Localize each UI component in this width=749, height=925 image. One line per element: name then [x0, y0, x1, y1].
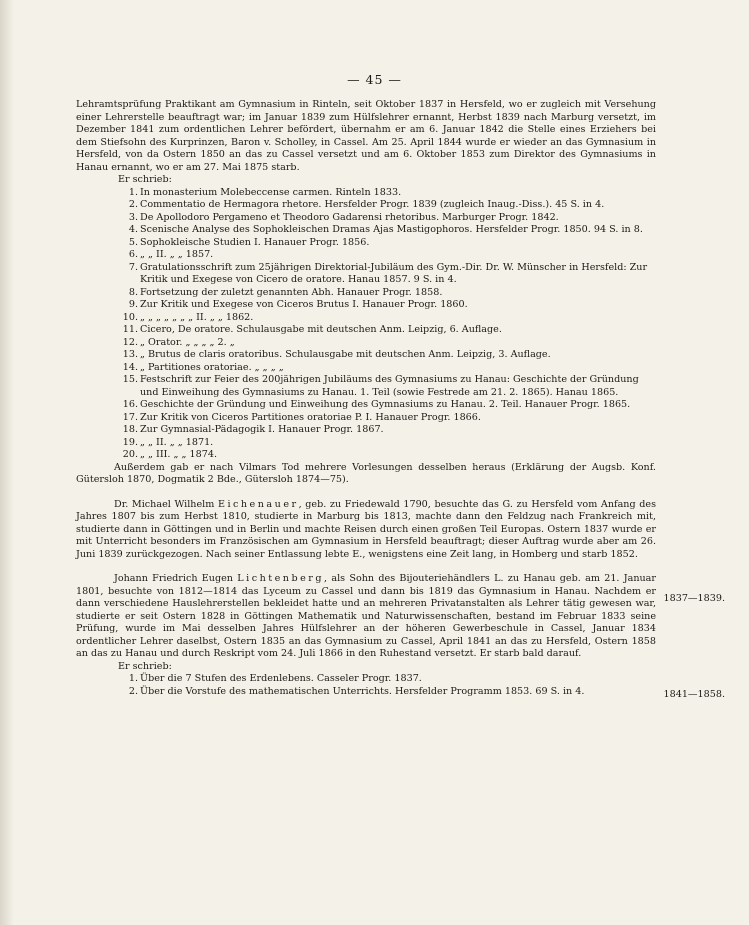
list-item-number: 4.: [128, 224, 138, 235]
list-item: [76, 249, 656, 262]
list-item-number: 16.: [122, 399, 138, 410]
list-item-text: Geschichte der Gründung und Einweihung des Gymnasiums zu Hanau. 2. Teil. Hanauer Progr. 1865.: [140, 399, 631, 410]
list-item: [76, 424, 656, 437]
publication-list-2: [76, 673, 656, 698]
list-item: [76, 312, 656, 325]
list-item-text: Zur Kritik und Exegese von Ciceros Brutus I. Hanauer Progr. 1860.: [140, 299, 468, 310]
list-item-number: 6.: [128, 249, 138, 260]
margin-date-eichenauer: 1837—1839.: [663, 593, 725, 604]
list-item-text: Scenische Analyse des Sophokleischen Dramas Ajas Mastigophoros. Hersfelder Progr. 1850. 94 S. in 8.: [140, 224, 643, 235]
list-item-number: 17.: [122, 411, 138, 423]
lichtenberg-prefix: Johann Friedrich Eugen: [114, 573, 238, 584]
list-item: [76, 437, 656, 450]
list-item-text: Zur Kritik von Ciceros Partitiones oratoriae P. I. Hanauer Progr. 1866.: [140, 411, 481, 423]
list-item: [76, 412, 656, 425]
list-item: [76, 299, 656, 312]
paragraph-eichenauer: [76, 499, 656, 562]
paragraph-career: Lehramtsprüfung Praktikant am Gymnasium in Rinteln, seit Oktober 1837 in Hersfeld, wo er zugleich mit Versehung einer Lehrerstelle beauftragt war; im Januar 1839 zum Hülfslehrer ernannt, Herbst 1839 nach Marburg versetzt, im Dezember 1841 zum ordentlichen Lehrer befördert, übernahm er am 6. Januar 1842 die Stelle eines Erziehers bei dem Stiefsohn des Kurprinzen, Baron v. Scholley, in Cassel. Am 25. April 1844 wurde er wieder an das Gymnasium in Hersfeld, von da Ostern 1850 an das zu Cassel versetzt und am 6. Oktober 1853 zum Direktor des Gymnasiums in Hanau ernannt, wo er am 27. Mai 1875 starb.: [76, 99, 656, 173]
publication-list: [76, 187, 656, 462]
list-item-text: Cicero, De oratore. Schulausgabe mit deutschen Anm. Leipzig, 6. Auflage.: [140, 324, 502, 335]
list-item: [76, 673, 656, 686]
list-item-number: 3.: [128, 211, 138, 223]
margin-date-lichtenberg: 1841—1858.: [663, 689, 725, 700]
er-schrieb-label-2: Er schrieb:: [118, 660, 172, 672]
list-item: [76, 337, 656, 350]
eichenauer-name: Eichenauer: [217, 498, 299, 510]
list-item-number: 8.: [128, 286, 138, 298]
list-item-text: Commentatio de Hermagora rhetore. Hersfelder Progr. 1839 (zugleich Inaug.-Diss.). 45 S. in 4.: [140, 199, 605, 210]
list-item-number: 2.: [128, 199, 138, 210]
list-item-text: Fortsetzung der zuletzt genannten Abh. Hanauer Progr. 1858.: [140, 286, 443, 298]
list-item: [76, 212, 656, 225]
list-item-number: 7.: [128, 261, 138, 273]
list-item-number: 11.: [122, 324, 138, 335]
list-item: [76, 187, 656, 200]
list-item: [76, 262, 656, 287]
eichenauer-prefix: Dr. Michael Wilhelm: [114, 498, 218, 510]
list-item-text: „ „ II. „ „ 1871.: [140, 436, 214, 448]
list-item-number: 18.: [122, 424, 138, 435]
list-item-text: „ „ III. „ „ 1874.: [140, 449, 218, 460]
list-item-text: Sophokleische Studien I. Hanauer Progr. 1856.: [140, 236, 370, 248]
list-item-number: 14.: [122, 361, 138, 373]
lichtenberg-name: Lichtenberg: [237, 573, 325, 584]
list-item-text: „ Orator. „ „ „ „ 2. „: [140, 336, 235, 348]
list-item: [76, 237, 656, 250]
list-item-text: Über die 7 Stufen des Erdenlebens. Casseler Progr. 1837.: [140, 673, 422, 684]
list-item: [76, 199, 656, 212]
list-item-text: Festschrift zur Feier des 200jährigen Jubiläums des Gymnasiums zu Hanau: Geschichte der Gründung und Einweihung des Gymnasiums zu Hanau. 1. Teil (sowie Festrede am 21. 2. 1865). Hanau 1865.: [140, 374, 639, 398]
list-item-number: 10.: [122, 311, 138, 323]
list-item-text: In monasterium Molebeccense carmen. Rinteln 1833.: [140, 186, 402, 198]
list-item-text: „ „ „ „ „ „ „ II. „ „ 1862.: [140, 311, 254, 323]
page-number: — 45 —: [347, 72, 402, 87]
list-item-text: „ „ II. „ „ 1857.: [140, 249, 214, 260]
list-item: [76, 399, 656, 412]
list-item-number: 9.: [128, 299, 138, 310]
page-body: [76, 99, 656, 698]
list-item: [76, 287, 656, 300]
list-item-text: Zur Gymnasial-Pädagogik I. Hanauer Progr. 1867.: [140, 424, 384, 435]
list-item-number: 20.: [122, 449, 138, 460]
paragraph-ausserdem: Außerdem gab er nach Vilmars Tod mehrere Vorlesungen desselben heraus (Erklärung der Augsb. Konf. Gütersloh 1870, Dogmatik 2 Bde., Gütersloh 1874—75).: [76, 461, 656, 485]
list-item-number: 15.: [122, 374, 138, 385]
list-item: [76, 349, 656, 362]
list-item-number: 13.: [122, 349, 138, 360]
list-item-number: 5.: [128, 236, 138, 248]
list-item-text: De Apollodoro Pergameno et Theodoro Gadarensi rhetoribus. Marburger Progr. 1842.: [140, 211, 559, 223]
list-item: [76, 324, 656, 337]
list-item: [76, 362, 656, 375]
scan-edge: [0, 0, 14, 925]
list-item: [76, 374, 656, 399]
er-schrieb-label: Er schrieb:: [118, 174, 172, 185]
list-item-text: „ Partitiones oratoriae. „ „ „ „: [140, 361, 284, 373]
list-item-text: Gratulationsschrift zum 25jährigen Direktorial-Jubiläum des Gym.-Dir. Dr. W. Münscher in Hersfeld: Zur Kritik und Exegese von Cicero de oratore. Hanau 1857. 9 S. in 4.: [140, 261, 648, 285]
list-item-number: 12.: [122, 336, 138, 348]
list-item: [76, 686, 656, 699]
list-item-number: 2.: [128, 685, 138, 697]
list-item-text: Über die Vorstufe des mathematischen Unterrichts. Hersfelder Programm 1853. 69 S. in 4.: [140, 685, 585, 697]
list-item: [76, 224, 656, 237]
list-item-number: 1.: [128, 673, 138, 684]
list-item-number: 19.: [122, 436, 138, 448]
list-item-number: 1.: [128, 186, 138, 198]
list-item: [76, 449, 656, 462]
lichtenberg-text: , als Sohn des Bijouteriehändlers L. zu Hanau geb. am 21. Januar 1801, besuchte von 1812—1814 das Lyceum zu Cassel und dann bis 1819 das Gymnasium in Hanau. Nachdem er dann verschiedene Hauslehrerstellen bekleidet hatte und an mehreren Privatanstalten als Lehrer tätig gewesen war, studierte er seit Ostern 1828 in Göttingen Mathematik und Naturwissenschaften, bestand im Februar 1833 seine Prüfung, wurde im Mai desselben Jahres Hülfslehrer an der höheren Gewerbeschule in Cassel, Januar 1834 ordentlicher Lehrer daselbst, Ostern 1835 an das Gymnasium zu Cassel, April 1841 an das zu Hersfeld, Ostern 1858 an das zu Hanau und durch Reskript vom 24. Juli 1866 in den Ruhestand versetzt. Er starb bald darauf.: [76, 573, 656, 659]
eichenauer-text: , geb. zu Friedewald 1790, besuchte das G. zu Hersfeld vom Anfang des Jahres 1807 bis zum Herbst 1810, studierte in Marburg bis 1813, machte dann den Feldzug nach Frankreich mit, studierte dann in Göttingen und in Berlin und machte Reisen durch einen großen Teil Europas. Ostern 1837 wurde er mit Unterricht besonders im Französischen am Gymnasium in Hersfeld beauftragt; dieser Auftrag wurde aber am 26. Juni 1839 zurückgezogen. Nach seiner Entlassung lebte E., wenigstens eine Zeit lang, in Homberg und starb 1852.: [76, 498, 657, 560]
paragraph-lichtenberg: [76, 573, 656, 661]
list-item-text: „ Brutus de claris oratoribus. Schulausgabe mit deutschen Anm. Leipzig, 3. Auflage.: [140, 349, 551, 360]
